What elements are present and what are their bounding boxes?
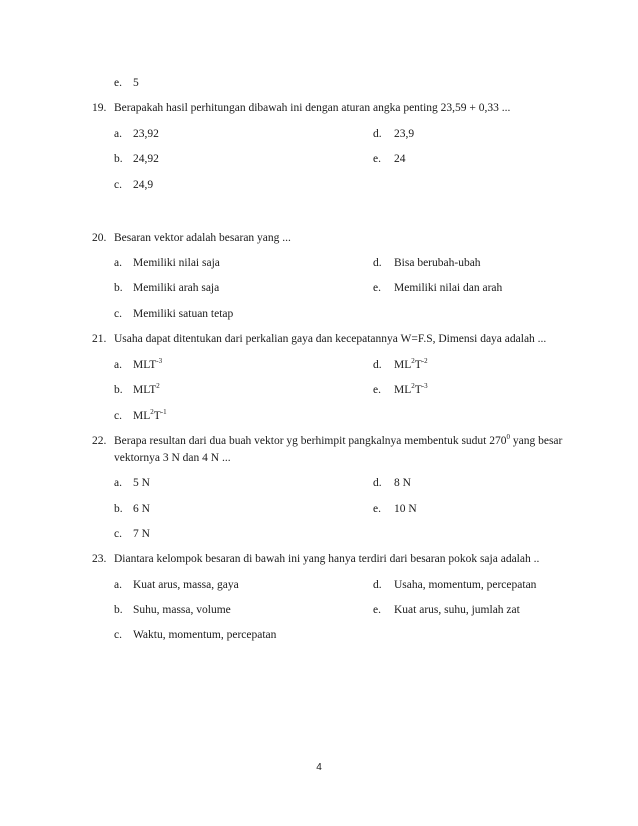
option-text: $ML^2T^{-3}$ <box>394 382 428 396</box>
option-text: 5 <box>133 77 139 89</box>
option-letter: e. <box>114 77 122 89</box>
question-text: Berapa resultan dari dua buah vektor yg berhimpit pangkalnya membentuk sudut $270^0$ yang besar <box>114 433 563 447</box>
option-letter: a. <box>114 257 122 269</box>
option-letter: d. <box>373 128 382 140</box>
option-text: Memiliki nilai saja <box>133 257 220 269</box>
option-text: Kuat arus, suhu, jumlah zat <box>394 604 520 616</box>
option-letter: c. <box>114 179 122 191</box>
question-text-continued: vektornya 3 N dan 4 N ... <box>114 452 231 464</box>
option-letter: d. <box>373 477 382 489</box>
option-letter: c. <box>114 528 122 540</box>
page-number: 4 <box>316 762 322 773</box>
option-text: $MLT^{-3}$ <box>133 357 163 371</box>
option-letter: a. <box>114 128 122 140</box>
question-text: Usaha dapat ditentukan dari perkalian gaya dan kecepatannya W=F.S, Dimensi daya adalah ... <box>114 333 547 345</box>
option-text: 10 N <box>394 503 417 515</box>
option-text: 8 N <box>394 477 411 489</box>
option-text: Bisa berubah-ubah <box>394 257 481 269</box>
option-letter: d. <box>373 257 382 269</box>
option-text: Memiliki nilai dan arah <box>394 282 503 294</box>
option-letter: a. <box>114 359 122 371</box>
option-text: Waktu, momentum, percepatan <box>133 629 277 641</box>
option-letter: e. <box>373 503 381 515</box>
option-text: Usaha, momentum, percepatan <box>394 579 537 591</box>
option-text: MLT$^2$ <box>133 382 160 396</box>
option-letter: c. <box>114 629 122 641</box>
option-text: 7 N <box>133 528 150 540</box>
option-text: 24,9 <box>133 179 154 191</box>
question-number: 23. <box>92 553 107 565</box>
option-letter: e. <box>373 282 381 294</box>
question-number: 20. <box>92 232 107 244</box>
option-letter: a. <box>114 579 122 591</box>
option-letter: e. <box>373 604 381 616</box>
option-text: $ML^2T^{-1}$ <box>133 408 167 422</box>
option-text: 23,9 <box>394 128 415 140</box>
option-text: 23,92 <box>133 128 159 140</box>
option-letter: c. <box>114 410 122 422</box>
question-text: Berapakah hasil perhitungan dibawah ini dengan aturan angka penting 23,59 + 0,33 ... <box>114 102 511 114</box>
option-letter: c. <box>114 308 122 320</box>
option-letter: b. <box>114 604 123 616</box>
option-text: Memiliki arah saja <box>133 282 220 294</box>
option-letter: b. <box>114 384 123 396</box>
option-text: $ML^2T^{-2}$ <box>394 357 428 371</box>
option-letter: b. <box>114 282 123 294</box>
question-number: 22. <box>92 435 107 447</box>
option-letter: b. <box>114 503 123 515</box>
option-letter: e. <box>373 384 381 396</box>
option-letter: d. <box>373 579 382 591</box>
question-number: 19. <box>92 102 107 114</box>
option-letter: d. <box>373 359 382 371</box>
option-text: 5 N <box>133 477 150 489</box>
option-text: Kuat arus, massa, gaya <box>133 579 239 591</box>
option-letter: a. <box>114 477 122 489</box>
question-text: Besaran vektor adalah besaran yang ... <box>114 232 291 244</box>
question-number: 21. <box>92 333 107 345</box>
option-letter: b. <box>114 153 123 165</box>
option-text: Suhu, massa, volume <box>133 604 231 616</box>
question-text: Diantara kelompok besaran di bawah ini yang hanya terdiri dari besaran pokok saja adalah .. <box>114 553 540 565</box>
option-text: 24,92 <box>133 153 159 165</box>
option-text: 6 N <box>133 503 150 515</box>
option-text: Memiliki satuan tetap <box>133 308 234 320</box>
option-letter: e. <box>373 153 381 165</box>
option-text: 24 <box>394 153 406 165</box>
